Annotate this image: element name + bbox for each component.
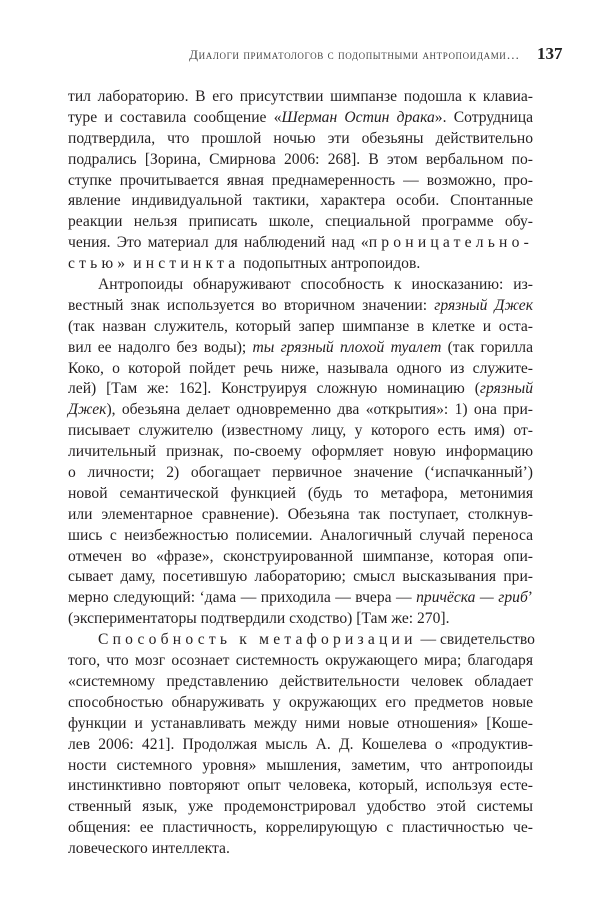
text-line bbox=[68, 254, 533, 275]
text-line bbox=[68, 317, 533, 338]
text-segment: реакции нельзя приписать школе, специальной программе обу- bbox=[68, 213, 533, 231]
text-segment: способностью обнаруживать у окружающих его предметов новые bbox=[68, 693, 533, 711]
text-segment: личительный признак, по-своему оформляет новую информацию bbox=[68, 443, 533, 461]
italic-text: Джек bbox=[68, 401, 107, 419]
text-segment: (экспериментаторы подтвердили сходство) [Там же: 270]. bbox=[68, 610, 450, 628]
text-line bbox=[68, 756, 533, 777]
text-line bbox=[68, 296, 533, 317]
italic-text: причёска — гриб bbox=[416, 589, 528, 607]
text-line bbox=[68, 442, 533, 463]
text-segment: явление индивидуальной тактики, характера особи. Спонтанные bbox=[68, 192, 533, 210]
italic-text: Шерман Остин драка bbox=[281, 108, 435, 126]
body-text bbox=[68, 87, 533, 860]
text-segment: (так назван служитель, который запер шимпанзе в клетке и оста- bbox=[68, 317, 533, 335]
text-line bbox=[68, 275, 533, 296]
text-line bbox=[68, 714, 533, 735]
spaced-emphasis-text: Способность к метафоризации bbox=[98, 631, 417, 649]
spaced-emphasis-text: стью» bbox=[68, 255, 130, 273]
text-line bbox=[68, 129, 533, 150]
text-line bbox=[68, 609, 533, 630]
text-line bbox=[68, 463, 533, 484]
italic-text: грязный bbox=[479, 380, 533, 398]
text-line bbox=[68, 233, 533, 254]
text-line bbox=[68, 588, 533, 609]
text-line bbox=[68, 526, 533, 547]
text-segment: Антропоиды обнаруживают способность к иносказанию: из- bbox=[98, 276, 533, 294]
text-line bbox=[68, 212, 533, 233]
text-segment: шись с неизбежностью полисемии. Аналогичный случай переноса bbox=[68, 526, 533, 544]
text-line bbox=[68, 672, 533, 693]
text-segment: того, что мозг осознает системность окружающего мира; благодаря bbox=[68, 652, 533, 670]
text-segment: — свидетельство bbox=[416, 631, 535, 649]
text-segment: ственный язык, уже продемонстрировал удобство этой системы bbox=[68, 798, 533, 816]
text-segment: сывает даму, посетившую лабораторию; смысл высказывания при- bbox=[68, 568, 533, 586]
text-segment: подтвердила, что прошлой ночью эти обезьяны действительно bbox=[68, 129, 533, 147]
text-segment: чения. Это материал для наблюдений над « bbox=[68, 234, 369, 252]
text-line bbox=[68, 735, 533, 756]
text-line bbox=[68, 567, 533, 588]
text-segment: подрались [Зорина, Смирнова 2006: 268]. В этом вербальном по- bbox=[68, 150, 533, 168]
text-segment: ». Сотрудница bbox=[434, 108, 534, 126]
text-line bbox=[68, 630, 533, 651]
page-number: 137 bbox=[537, 44, 563, 63]
text-line bbox=[68, 338, 533, 359]
text-line bbox=[68, 108, 533, 129]
text-segment: ловеческого интеллекта. bbox=[68, 840, 230, 858]
text-line bbox=[68, 379, 533, 400]
text-segment: мерно следующий: ‘дама — приходила — вчера — bbox=[68, 589, 417, 607]
text-line bbox=[68, 171, 533, 192]
text-segment: ), обезьяна делает одновременно два «открытия»: 1) она при- bbox=[106, 401, 533, 419]
text-line bbox=[68, 359, 533, 380]
text-segment: ности системного уровня» мышления, заметим, что антропоиды bbox=[68, 756, 533, 774]
text-line bbox=[68, 400, 533, 421]
text-segment: лей) [Там же: 162]. Конструируя сложную номинацию ( bbox=[68, 380, 480, 398]
text-line bbox=[68, 693, 533, 714]
text-line bbox=[68, 484, 533, 505]
spaced-emphasis-text: проницательно- bbox=[368, 234, 533, 252]
text-segment: вил ее надолго без воды); bbox=[68, 338, 253, 356]
text-segment: инстинктивно повторяют опыт человека, который, используя есте- bbox=[68, 777, 533, 795]
text-segment: Коко, о которой пойдет речь ниже, называла одного из служите- bbox=[68, 359, 533, 377]
text-line bbox=[68, 651, 533, 672]
text-line bbox=[68, 87, 533, 108]
text-segment: вестный знак используется во вторичном значении: bbox=[68, 296, 435, 314]
text-segment: лев 2006: 421]. Продолжая мысль А. Д. Кошелева о «продуктив- bbox=[68, 735, 533, 753]
text-segment: новой семантической функцией (будь то метафора, метонимия bbox=[68, 484, 533, 502]
italic-text: ты грязный плохой туалет bbox=[252, 338, 442, 356]
text-segment: функции и устанавливать между ними новые отношения» [Коше- bbox=[68, 714, 533, 732]
text-segment: ступке прочитывается явная преднамеренность — возможно, про- bbox=[68, 171, 533, 189]
text-segment: или элементарное сравнение). Обезьяна так поступает, столкнув- bbox=[68, 505, 533, 523]
text-line bbox=[68, 150, 533, 171]
text-segment: «системному представлению действительности человек обладает bbox=[68, 672, 533, 690]
text-line bbox=[68, 547, 533, 568]
text-line bbox=[68, 776, 533, 797]
text-segment: туре и составила сообщение « bbox=[68, 108, 282, 126]
text-segment: писывает служителю (известному лицу, у которого есть имя) от- bbox=[68, 422, 533, 440]
italic-text: грязный Джек bbox=[434, 296, 533, 314]
text-line bbox=[68, 818, 533, 839]
running-head: Диалоги приматологов с подопытными антропоидами… bbox=[189, 47, 520, 62]
text-segment: общения: ее пластичность, коррелирующую с пластичностью че- bbox=[68, 819, 533, 837]
text-line bbox=[68, 191, 533, 212]
text-segment: о личности; 2) обогащает первичное значение (‘испачканный’) bbox=[68, 464, 533, 482]
text-segment: отмечен во «фразе», сконструированной шимпанзе, которая опи- bbox=[68, 547, 533, 565]
text-line bbox=[68, 505, 533, 526]
text-segment: подопытных антропоидов. bbox=[239, 255, 421, 273]
text-line bbox=[68, 839, 533, 860]
text-line bbox=[68, 797, 533, 818]
text-line bbox=[68, 421, 533, 442]
text-segment: ’ bbox=[527, 589, 533, 607]
text-segment: (так горилла bbox=[441, 338, 533, 356]
text-segment: тил лабораторию. В его присутствии шимпанзе подошла к клавиа- bbox=[68, 88, 533, 105]
spaced-emphasis-text: инстинкта bbox=[133, 255, 240, 273]
